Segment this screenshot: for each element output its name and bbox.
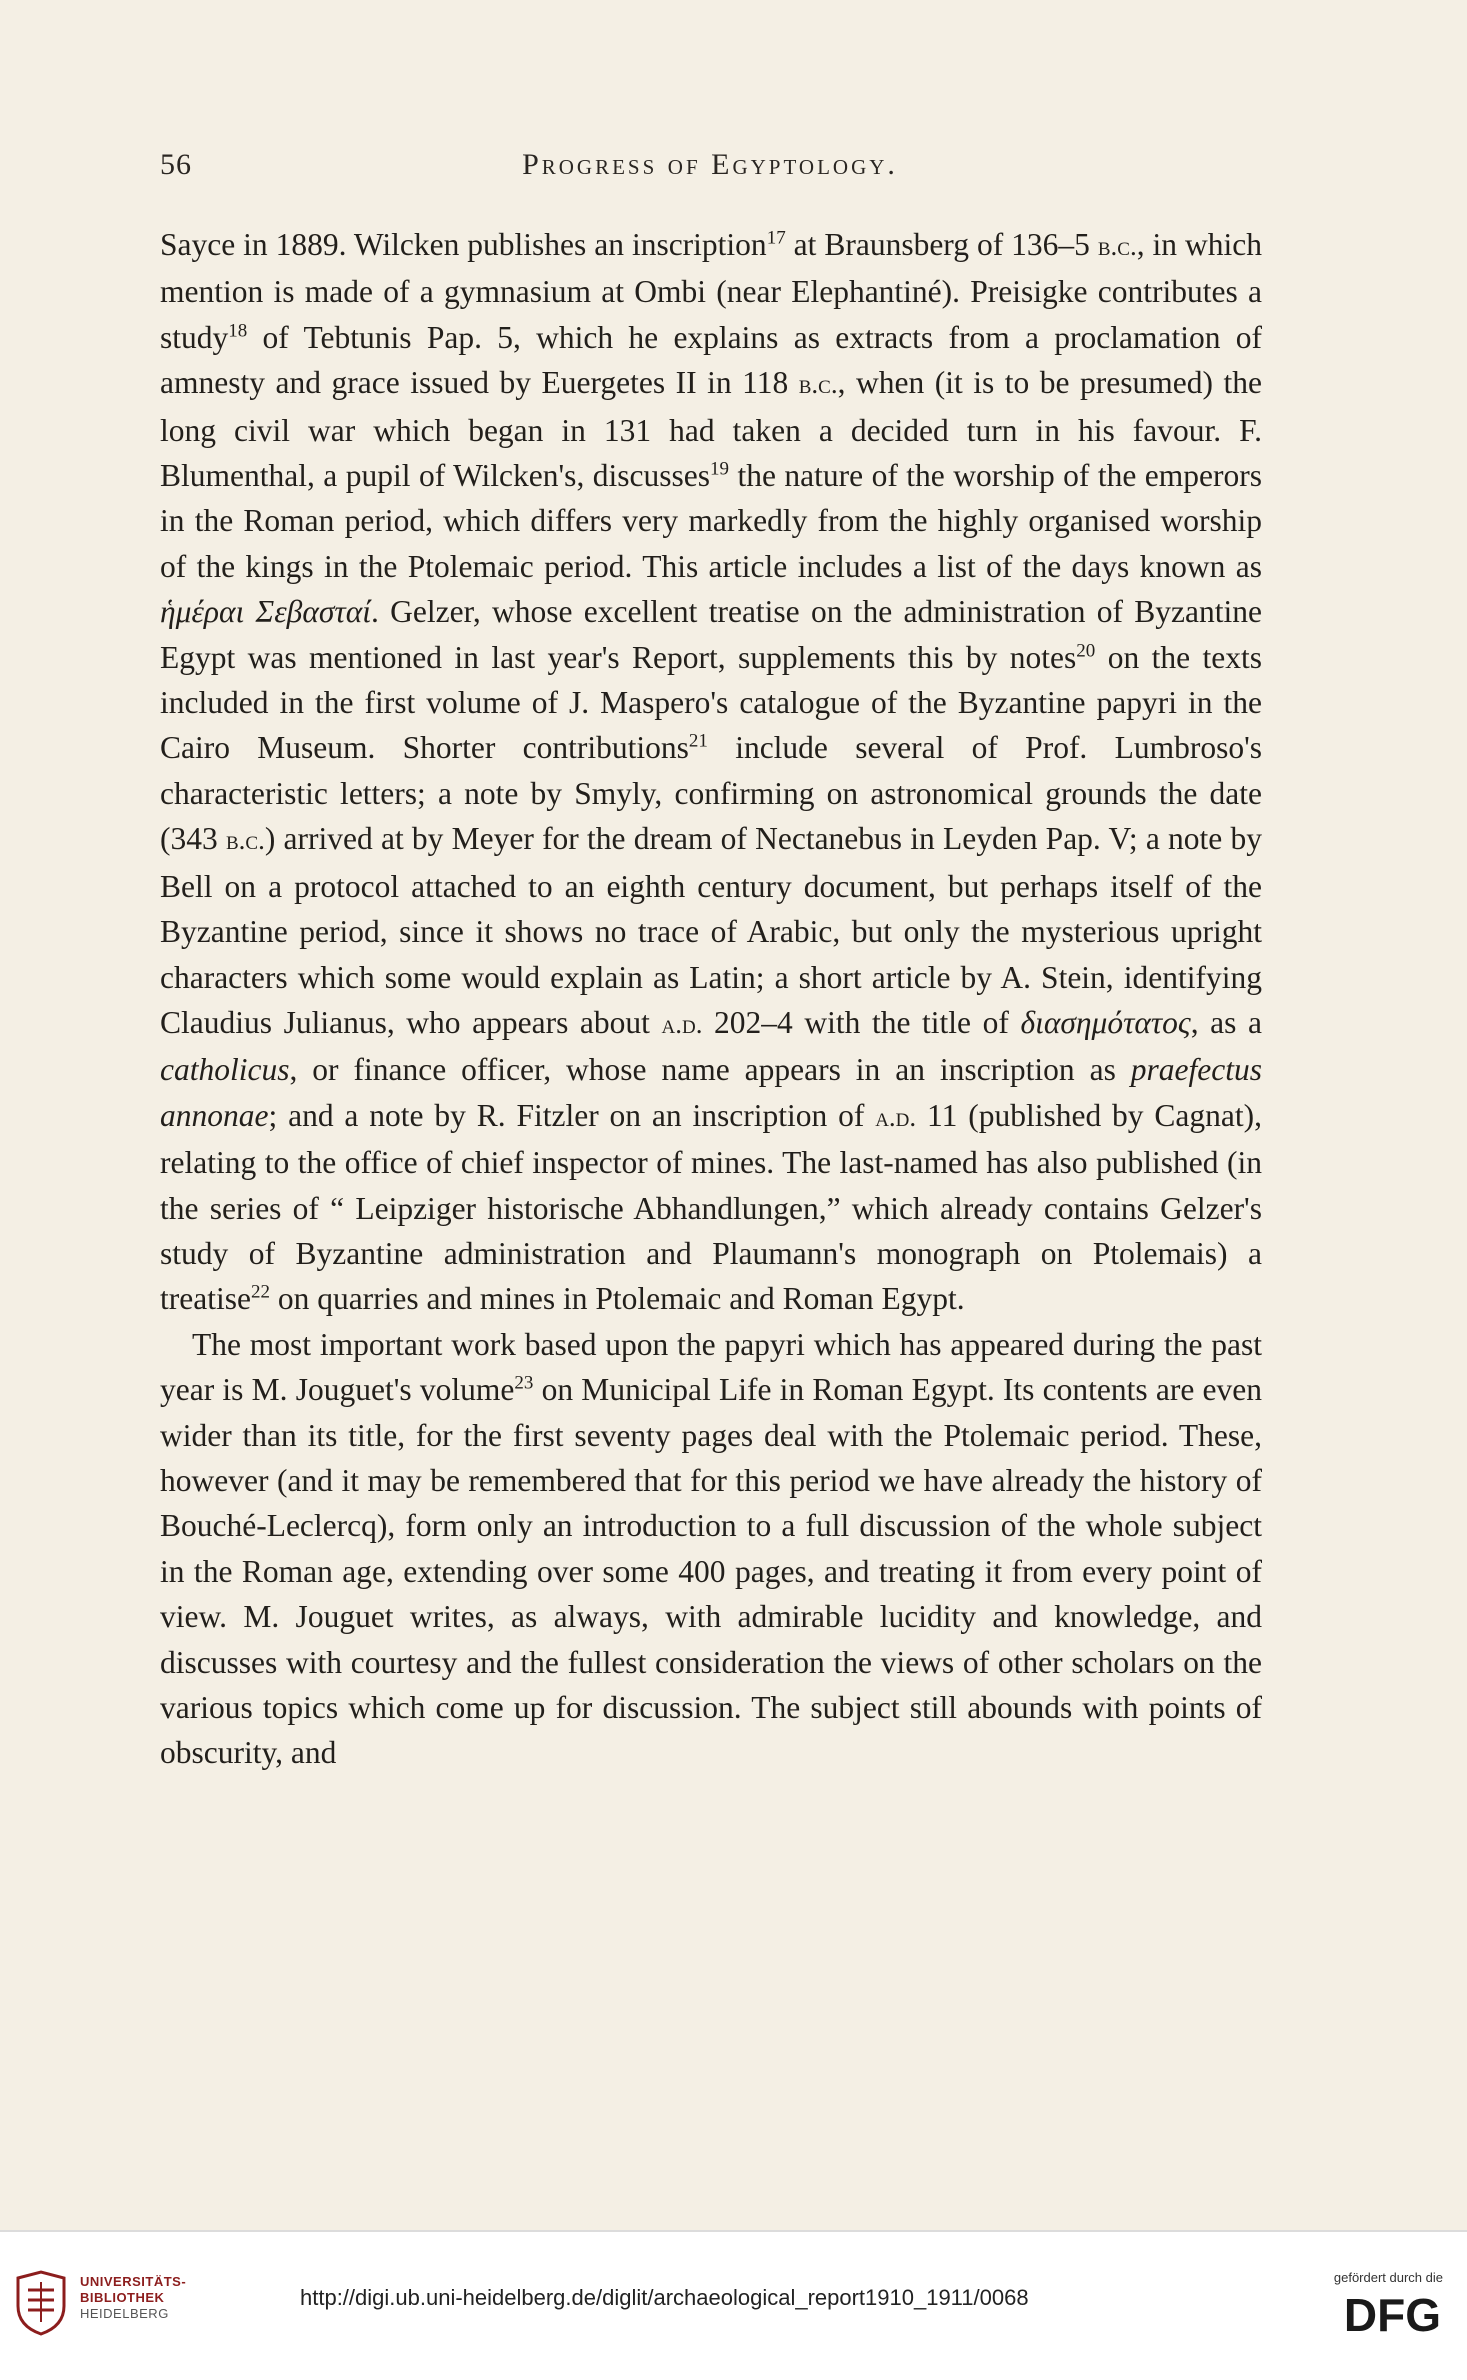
era-abbreviation: b.c. [1097, 231, 1137, 261]
paragraph [160, 222, 1262, 1322]
italic-term: praefectus annonae [160, 1052, 1262, 1133]
italic-term: ἡμέραι Σεβασταί [160, 594, 371, 630]
permalink-url[interactable]: http://digi.ub.uni-heidelberg.de/diglit/archaeological_report1910_1911/0068 [300, 2285, 1029, 2310]
text-run: , when (it is to be presumed) the long civil war which began in 131 had taken a decided turn in his favour. F. Blumenthal, a pupil of Wilcken's, discusses [160, 365, 1262, 494]
italic-term: διασημότατος [1020, 1004, 1191, 1040]
era-abbreviation: b.c. [225, 825, 265, 856]
page-header [160, 148, 1260, 192]
library-name[interactable] [80, 2274, 186, 2322]
paragraph [160, 1322, 1262, 1776]
text-run: . Gelzer, whose excellent treatise on the administration of Byzantine Egypt was mentioned in last year's Report, supplements this by notes [160, 594, 1262, 675]
text-run: , in which mention is made of a gymnasium at Ombi (near Elephantiné). Preisigke contributes a study [160, 227, 1262, 355]
footnote-ref[interactable]: 18 [228, 320, 248, 342]
text-run: 11 (published by Cagnat), relating to the office of chief inspector of mines. The last-named has also published (in the series of “ Leipziger historische Abhandlungen,” which already contains Gelzer's study of Byzantine administration and Plaumann's monograph on Ptolemais) a treatise [160, 1097, 1262, 1317]
library-location: HEIDELBERG [80, 2306, 169, 2321]
italic-term: catholicus [160, 1052, 290, 1088]
footnote-ref[interactable]: 19 [710, 458, 730, 480]
text-run: ; and a note by R. Fitzler on an inscription of [268, 1097, 876, 1133]
footnote-ref[interactable]: 23 [514, 1372, 534, 1394]
era-abbreviation: b.c. [798, 369, 838, 400]
text-run: at Braunsberg of 136–5 [785, 227, 1098, 262]
digitization-footer [0, 2230, 1467, 2380]
footnote-ref[interactable]: 22 [250, 1281, 270, 1303]
text-run: on Municipal Life in Roman Egypt. Its contents are even wider than its title, for the first seventy pages deal with the Ptolemaic period. These, however (and it may be remembered that for this period we have already the history of Bouché-Leclercq), form only an introduction to a full discussion of the whole subject in the Roman age, extending over some 400 pages, and treating it from every point of view. M. Jouguet writes, as always, with admirable lucidity and knowledge, and discusses with courtesy and the fullest consideration the views of other scholars on the various topics which come up for discussion. The subject still abounds with points of obscurity, and [160, 1372, 1262, 1771]
dfg-logo-icon [1323, 2289, 1443, 2337]
library-name-line: UNIVERSITÄTS- [80, 2274, 187, 2289]
text-run: include several of Prof. Lumbroso's characteristic letters; a note by Smyly, confirming on astronomical grounds the date (343 [160, 730, 1263, 857]
text-run: on quarries and mines in Ptolemaic and Roman Egypt. [269, 1281, 965, 1317]
university-seal-icon[interactable] [14, 2270, 68, 2336]
text-run: the nature of the worship of the emperors in the Roman period, which differs very markedly from the highly organised worship of the kings in the Ptolemaic period. This article includes a list of the days known as [160, 458, 1262, 584]
text-run: , or finance officer, whose name appears in an inscription as [289, 1052, 1131, 1088]
footnote-ref[interactable]: 17 [766, 227, 786, 249]
sponsor-caption: gefördert durch die [1333, 2270, 1443, 2285]
sponsor-block[interactable] [1298, 2270, 1443, 2337]
body-text [160, 222, 1262, 1776]
text-run: , as a [1190, 1004, 1262, 1040]
footer-divider [0, 2230, 1467, 2232]
dfg-logo-text: DFG [1343, 2289, 1441, 2337]
text-run: 202–4 with the title of [702, 1004, 1021, 1040]
text-run: on the texts included in the first volume of J. Maspero's catalogue of the Byzantine papyri in the Cairo Museum. Shorter contributions [160, 639, 1262, 766]
page-number: 56 [160, 148, 192, 181]
era-abbreviation: a.d. [875, 1101, 917, 1132]
library-name-line: BIBLIOTHEK [80, 2290, 165, 2305]
text-run: ) arrived at by Meyer for the dream of Nectanebus in Leyden Pap. V; a note by Bell on a protocol attached to an eighth century document, but perhaps itself of the Byzantine period, since it shows no trace of Arabic, but only the mysterious upright characters which some would explain as Latin; a short article by A. Stein, identifying Claudius Julianus, who appears about [160, 821, 1262, 1040]
text-run: Sayce in 1889. Wilcken publishes an inscription [160, 227, 767, 262]
footnote-ref[interactable]: 20 [1076, 640, 1096, 662]
text-run: of Tebtunis Pap. 5, which he explains as extracts from a proclamation of amnesty and grace issued by Euergetes II in 118 [160, 319, 1262, 401]
running-head: Progress of Egyptology. [522, 148, 898, 181]
era-abbreviation: a.d. [661, 1008, 703, 1039]
footnote-ref[interactable]: 21 [688, 730, 708, 752]
text-run: The most important work based upon the papyri which has appeared during the past year is M. Jouguet's volume [160, 1326, 1262, 1408]
